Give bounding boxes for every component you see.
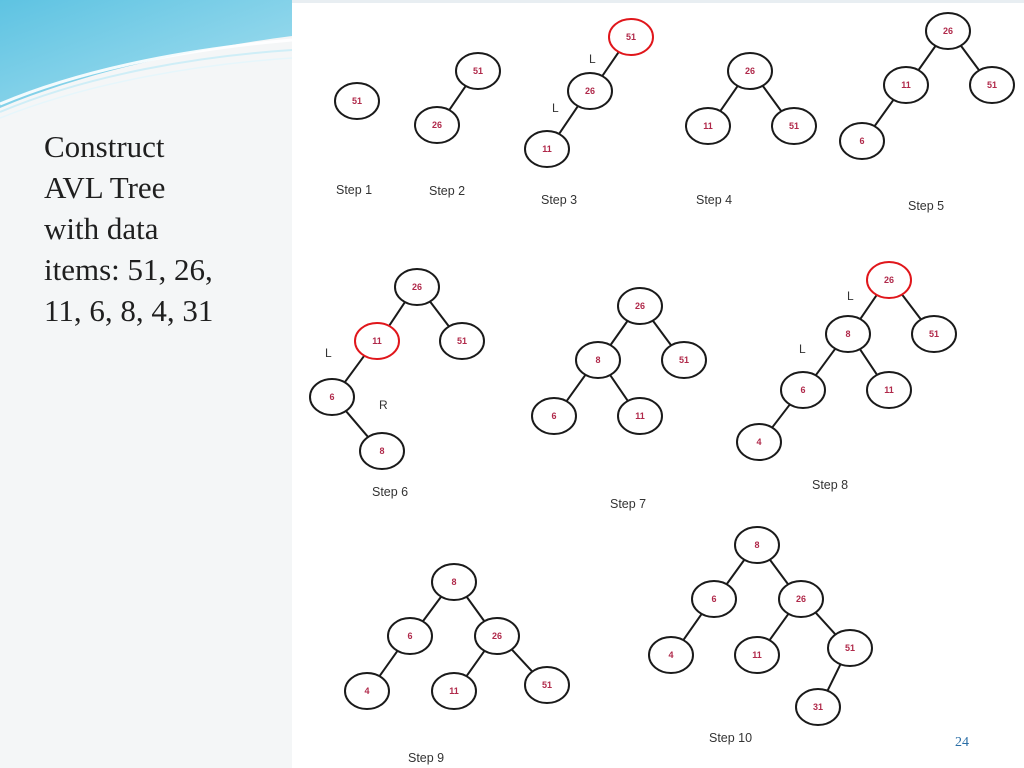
step-8-tree <box>737 262 956 492</box>
tree-node-value: 51 <box>541 680 553 690</box>
tree-edge <box>762 84 783 112</box>
tree-edge <box>388 301 406 328</box>
tree-node-value: 4 <box>668 650 674 660</box>
step-6-tree <box>310 269 484 499</box>
rotation-direction-label: L <box>847 289 854 303</box>
tree-node-value: 11 <box>884 385 894 395</box>
title-line: 11, 6, 8, 4, 31 <box>44 293 214 328</box>
step-9-tree <box>345 564 569 765</box>
tree-node-value: 26 <box>584 86 596 96</box>
tree-node-value: 51 <box>788 121 800 131</box>
step-10-tree <box>649 527 872 745</box>
tree-node-value: 26 <box>411 282 423 292</box>
tree-edge <box>345 410 370 439</box>
step-3-tree <box>525 19 653 207</box>
tree-edge <box>652 319 672 346</box>
step-label: Step 2 <box>429 184 466 198</box>
tree-node-value: 26 <box>942 26 954 36</box>
tree-edge <box>422 595 442 622</box>
step-1-tree <box>335 83 379 197</box>
tree-node-value: 26 <box>491 631 503 641</box>
tree-edge <box>558 105 579 136</box>
step-label: Step 3 <box>541 193 578 207</box>
tree-node-value: 11 <box>542 144 552 154</box>
title-line: items: 51, 26, <box>44 252 213 287</box>
title-line: Construct <box>44 129 165 164</box>
tree-edge <box>609 319 628 346</box>
tree-edge <box>771 403 791 429</box>
tree-node-value: 11 <box>635 411 645 421</box>
step-label: Step 5 <box>908 199 945 213</box>
step-label: Step 9 <box>408 751 445 765</box>
tree-edge <box>960 44 980 71</box>
rotation-direction-label: L <box>552 101 559 115</box>
tree-node-value: 8 <box>379 446 385 456</box>
tree-node-value: 26 <box>744 66 756 76</box>
tree-edge <box>429 300 450 328</box>
rotation-direction-label: R <box>379 398 388 412</box>
step-label: Step 8 <box>812 478 849 492</box>
tree-node-value: 51 <box>472 66 484 76</box>
rotation-direction-label: L <box>799 342 806 356</box>
tree-edge <box>601 51 619 78</box>
rotation-direction-label: L <box>589 52 596 66</box>
tree-edge <box>874 98 895 127</box>
tree-edge <box>448 85 466 112</box>
tree-edge <box>719 85 738 113</box>
tree-node-value: 51 <box>351 96 363 106</box>
tree-edge <box>901 293 922 321</box>
tree-edge <box>344 354 366 383</box>
title-line: with data <box>44 211 159 246</box>
title-line: AVL Tree <box>44 170 166 205</box>
tree-node-value: 6 <box>859 136 865 146</box>
tree-node-value: 6 <box>711 594 717 604</box>
tree-node-value: 51 <box>928 329 940 339</box>
step-label: Step 6 <box>372 485 409 499</box>
step-4-tree <box>686 53 816 207</box>
rotation-direction-label: L <box>325 346 332 360</box>
tree-node-value: 11 <box>372 336 382 346</box>
tree-edge <box>815 347 837 376</box>
step-label: Step 7 <box>610 497 647 511</box>
tree-edge <box>859 348 878 376</box>
tree-node-value: 26 <box>431 120 443 130</box>
tree-node-value: 51 <box>986 80 998 90</box>
tree-node-value: 26 <box>634 301 646 311</box>
tree-edge <box>726 558 746 585</box>
tree-node-value: 11 <box>449 686 459 696</box>
tree-node-value: 4 <box>364 686 370 696</box>
step-5-tree <box>840 13 1014 213</box>
tree-edge <box>609 374 629 403</box>
step-2-tree <box>415 53 500 198</box>
tree-node-value: 6 <box>800 385 806 395</box>
tree-edge <box>814 611 837 636</box>
tree-node-value: 26 <box>795 594 807 604</box>
tree-edge <box>769 612 790 641</box>
tree-node-value: 8 <box>595 355 601 365</box>
step-label: Step 1 <box>336 183 373 197</box>
tree-edge <box>379 649 399 677</box>
tree-node-value: 51 <box>456 336 468 346</box>
tree-node-value: 51 <box>844 643 856 653</box>
step-label: Step 10 <box>709 731 753 745</box>
tree-node-value: 51 <box>625 32 637 42</box>
page-number: 24 <box>955 735 969 750</box>
step-7-tree <box>532 288 706 511</box>
tree-node-value: 11 <box>703 121 713 131</box>
tree-edge <box>466 595 486 622</box>
tree-edge <box>827 663 841 692</box>
tree-node-value: 51 <box>678 355 690 365</box>
step-label: Step 4 <box>696 193 733 207</box>
tree-node-value: 6 <box>329 392 335 402</box>
tree-node-value: 8 <box>754 540 760 550</box>
tree-node-value: 8 <box>845 329 851 339</box>
tree-edge <box>566 373 587 402</box>
tree-node-value: 8 <box>451 577 457 587</box>
tree-edge <box>859 294 877 321</box>
tree-edge <box>769 558 789 585</box>
tree-edge <box>917 44 936 71</box>
tree-node-value: 6 <box>551 411 557 421</box>
tree-node-value: 26 <box>883 275 895 285</box>
tree-node-value: 4 <box>756 437 762 447</box>
tree-node-value: 11 <box>752 650 762 660</box>
tree-edge <box>682 613 702 642</box>
tree-node-value: 6 <box>407 631 413 641</box>
tree-edge <box>466 649 486 677</box>
tree-node-value: 31 <box>812 702 824 712</box>
tree-node-value: 11 <box>901 80 911 90</box>
tree-edge <box>510 648 533 673</box>
